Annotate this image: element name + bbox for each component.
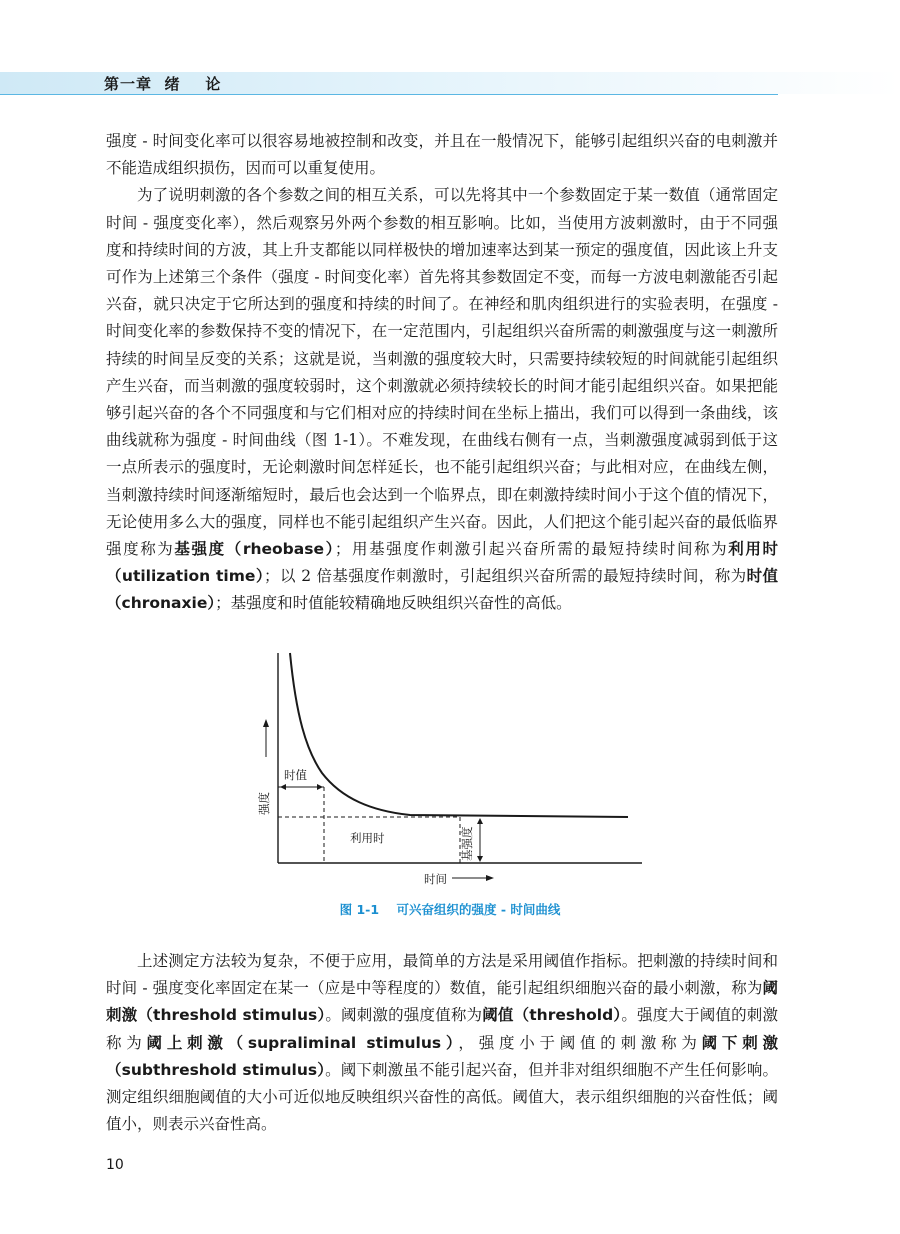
page-number: 10 [106, 1157, 124, 1173]
utilization-time-label: 利用时 [350, 831, 385, 845]
term-bold: 基强度（rheobase） [174, 540, 335, 559]
term-bold: 利用时（utilization time） [106, 540, 778, 586]
rheobase-arrow-top-head [477, 818, 483, 824]
paragraph [106, 948, 778, 1138]
rheobase-label: 基强度 [460, 826, 474, 861]
term-bold: 时值（chronaxie） [106, 567, 778, 613]
chapter-header-rule [0, 94, 778, 95]
text-run: 为了说明刺激的各个参数之间的相互关系，可以先将其中一个参数固定于某一数值（通常固定时间 - 强度变化率），然后观察另外两个参数的相互影响。比如，当使用方波刺激时，由于不同强度和持续时间的方波，其上升支都能以同样极快的增加速率达到某一预定的强度值，因此该上升支可作为上述第三个条件（强度 - 时间变化率）首先将其参数固定不变，而每一方波电刺激能否引起兴奋，就只决定于它所达到的强度和持续的时间了。在神经和肌肉组织进行的实验表明，在强度 - 时间变化率的参数保持不变的情况下，在一定范围内，引起组织兴奋所需的刺激强度与这一刺激所持续的时间呈反变的关系；这就是说，当刺激的强度较大时，只需要持续较短的时间就能引起组织产生兴奋，而当刺激的强度较弱时，这个刺激就必须持续较长的时间才能引起组织兴奋。如果把能够引起兴奋的各个不同强度和与它们相对应的持续时间在坐标上描出，我们可以得到一条曲线，该曲线就称为强度 - 时间曲线（图 1-1）。不难发现，在曲线右侧有一点，当刺激强度减弱到低于这一点所表示的强度时，无论刺激时间怎样延长，也不能引起组织兴奋；与此相对应，在曲线左侧，当刺激持续时间逐渐缩短时，最后也会达到一个临界点，即在刺激持续时间小于这个值的情况下，无论使用多么大的强度，同样也不能引起组织产生兴奋。因此，人们把这个能引起兴奋的最低临界强度称为 [106, 186, 778, 559]
text-run: ；用基强度作刺激引起兴奋所需的最短持续时间称为 [334, 540, 729, 559]
text-run: ；基强度和时值能较精确地反映组织兴奋性的高低。 [215, 594, 572, 613]
chronaxie-arrow-left-head [280, 784, 286, 790]
term-bold: 阈上刺激（supraliminal stimulus） [146, 1033, 459, 1052]
text-run: 上述测定方法较为复杂，不便于应用，最简单的方法是采用阈值作指标。把刺激的持续时间和时间 - 强度变化率固定在某一（应是中等程度的）数值，能引起组织细胞兴奋的最小刺激，称为 [106, 952, 778, 998]
term-bold: 阈值（threshold） [482, 1006, 622, 1025]
text-run: 强度 - 时间变化率可以很容易地被控制和改变，并且在一般情况下，能够引起组织兴奋的电刺激并不能造成组织损伤，因而可以重复使用。 [106, 132, 778, 178]
chronaxie-arrow-right-head [317, 784, 323, 790]
chapter-title: 第一章 绪 论 [104, 75, 222, 93]
y-axis-label: 强度 [257, 792, 271, 815]
paragraph [106, 182, 778, 617]
rheobase-arrow-bottom-head [477, 856, 483, 862]
y-axis-direction-arrow-head [263, 719, 269, 727]
term-bold: 阈刺激（threshold stimulus） [106, 979, 778, 1025]
text-run: 。阈下刺激虽不能引起兴奋，但并非对组织细胞不产生任何影响。测定组织细胞阈值的大小可近似地反映组织兴奋性的高低。阈值大，表示组织细胞的兴奋性低；阈值小，则表示兴奋性高。 [106, 1060, 778, 1134]
strength-duration-diagram [250, 645, 650, 895]
term-bold: 阈下刺激（subthreshold stimulus） [106, 1033, 778, 1079]
body-text-bottom [106, 948, 778, 1138]
x-axis-direction-arrow-head [486, 875, 494, 881]
text-run: ，强度小于阈值的刺激称为 [458, 1033, 702, 1052]
chronaxie-label: 时值 [284, 768, 307, 782]
paragraph [106, 128, 778, 182]
text-run: ；以 2 倍基强度作刺激时，引起组织兴奋所需的最短持续时间，称为 [264, 567, 747, 586]
x-axis-label: 时间 [424, 872, 447, 886]
strength-duration-figure [250, 645, 650, 895]
body-text-top [106, 128, 778, 618]
strength-duration-curve [290, 653, 628, 817]
figure-caption: 图 1-1 可兴奋组织的强度 - 时间曲线 [339, 902, 561, 917]
text-run: 。阈刺激的强度值称为 [325, 1006, 483, 1025]
text-run: 。强度大于阈值的刺激称为 [106, 1006, 778, 1052]
